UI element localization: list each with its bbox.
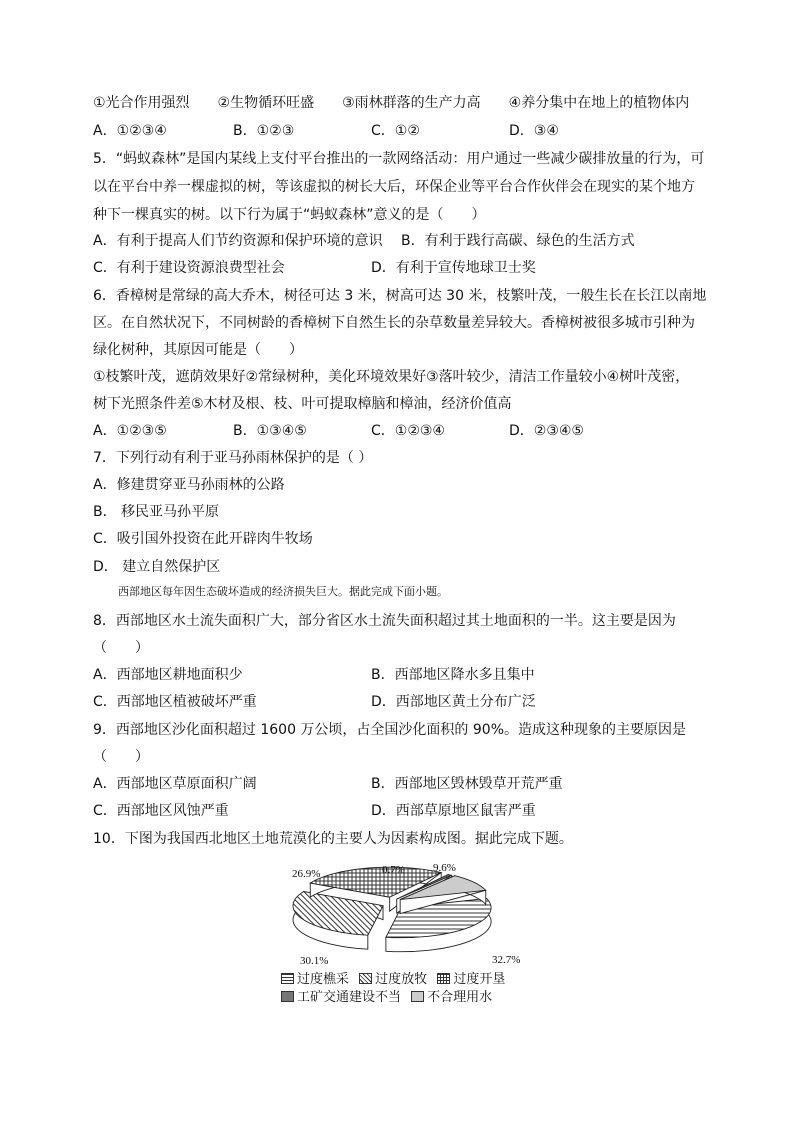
pie-slice-label: 26.9% — [292, 868, 321, 880]
q5-stem-line1: 5．“蚂蚁森林”是国内某线上支付平台推出的一款网络活动：用户通过一些减少碳排放量的行为，可 — [93, 151, 705, 167]
pie-slice-label: 32.7% — [492, 954, 521, 966]
q8-option-c: C．西部地区植被破坏严重 — [93, 694, 257, 710]
q9-option-d: D．西部草原地区鼠害严重 — [371, 803, 536, 819]
q9-option-a: A．西部地区草原面积广阔 — [93, 776, 257, 792]
q6-option-d: D．②③④⑤ — [509, 423, 584, 439]
q4-statements: ①光合作用强烈 ②生物循环旺盛 ③雨林群落的生产力高 ④养分集中在地上的植物体内 — [93, 95, 690, 111]
group-intro: 西部地区每年因生态破坏造成的经济损失巨大。据此完成下面小题。 — [118, 585, 448, 598]
q9-stem-line2: （ ） — [93, 749, 149, 765]
legend-swatch-crosshatch-icon — [437, 973, 450, 984]
q4-option-c: C．①② — [371, 123, 420, 139]
legend-label: 不合理用水 — [427, 990, 493, 1005]
q4-option-a: A．①②③④ — [93, 123, 167, 139]
legend-swatch-diagonal-icon — [359, 973, 372, 984]
legend-item-grazing — [359, 972, 427, 987]
legend-row-2 — [281, 990, 492, 1006]
land-desertification-pie-chart — [270, 855, 530, 970]
q8-stem-line2: （ ） — [93, 640, 149, 656]
q8-stem-line1: 8．西部地区水土流失面积广大，部分省区水土流失面积超过其土地面积的一半。这主要是因为 — [93, 613, 676, 629]
q5-option-d: D．有利于宣传地球卫士奖 — [371, 260, 536, 276]
legend-item-reclamation — [437, 972, 505, 987]
pie-slice-label: 30.1% — [300, 955, 329, 967]
q8-option-a: A．西部地区耕地面积少 — [93, 667, 243, 683]
q6-option-a: A．①②③⑤ — [93, 423, 167, 439]
legend-swatch-light-icon — [411, 991, 424, 1002]
q4-option-d: D．③④ — [509, 123, 559, 139]
q4-option-b: B．①②③ — [233, 123, 295, 139]
q8-option-d: D．西部地区黄土分布广泛 — [371, 694, 536, 710]
q5-option-ab: A．有利于提高人们节约资源和保护环境的意识 B．有利于践行高碳、绿色的生活方式 — [93, 233, 635, 249]
q6-statements-line1: ①枝繁叶茂，遮荫效果好②常绿树种，美化环境效果好③落叶较少，清洁工作量较小④树叶茂密， — [93, 369, 690, 385]
q7-option-b: B． 移民亚马孙平原 — [93, 504, 220, 520]
legend-label: 工矿交通建设不当 — [297, 990, 402, 1005]
q7-stem: 7．下列行动有利于亚马孙雨林保护的是（ ） — [93, 450, 373, 466]
q6-stem-line1: 6．香樟树是常绿的高大乔木，树径可达 3 米，树高可达 30 米，枝繁叶茂，一般生长在长江以南地 — [93, 288, 707, 304]
q7-option-d: D． 建立自然保护区 — [93, 559, 221, 575]
q6-option-c: C．①②③④ — [371, 423, 445, 439]
legend-row-1 — [281, 972, 505, 988]
pie-slice-label: 9.6% — [433, 862, 456, 874]
q9-stem-line1: 9．西部地区沙化面积超过 1600 万公顷，占全国沙化面积的 90%。造成这种现象的主要原因是 — [93, 722, 687, 738]
q5-option-c: C．有利于建设资源浪费型社会 — [93, 260, 285, 276]
q6-stem-line2: 区。在自然状况下，不同树龄的香樟树下自然生长的杂草数量差异较大。香樟树被很多城市引种为 — [93, 315, 695, 331]
pie-slice-label: 0.7% — [382, 864, 405, 876]
q9-option-b: B．西部地区毁林毁草开荒严重 — [371, 776, 563, 792]
q7-option-c: C．吸引国外投资在此开辟肉牛牧场 — [93, 531, 313, 547]
q7-option-a: A．修建贯穿亚马孙雨林的公路 — [93, 477, 285, 493]
q10-stem: 10．下图为我国西北地区土地荒漠化的主要人为因素构成图。据此完成下题。 — [93, 831, 573, 847]
legend-item-water-use — [411, 990, 492, 1005]
q8-option-b: B．西部地区降水多且集中 — [371, 667, 535, 683]
legend-swatch-horizontal-icon — [281, 973, 294, 984]
q9-option-c: C．西部地区风蚀严重 — [93, 803, 229, 819]
legend-label: 过度放牧 — [375, 972, 428, 987]
q5-stem-line3: 种下一棵真实的树。以下行为属于“蚂蚁森林”意义的是（ ） — [93, 207, 486, 223]
legend-item-logging — [281, 972, 349, 987]
legend-swatch-dark-icon — [281, 991, 294, 1002]
q5-stem-line2: 以在平台中养一棵虚拟的树，等该虚拟的树长大后，环保企业等平台合作伙伴会在现实的某个地方 — [93, 179, 695, 195]
legend-label: 过度开垦 — [453, 972, 506, 987]
q6-option-b: B．①③④⑤ — [233, 423, 307, 439]
legend-label: 过度樵采 — [297, 972, 350, 987]
legend-item-mining-transport — [281, 990, 401, 1005]
q6-stem-line3: 绿化树种，其原因可能是（ ） — [93, 342, 303, 358]
q6-statements-line2: 树下光照条件差⑤木材及根、枝、叶可提取樟脑和樟油，经济价值高 — [93, 396, 512, 412]
